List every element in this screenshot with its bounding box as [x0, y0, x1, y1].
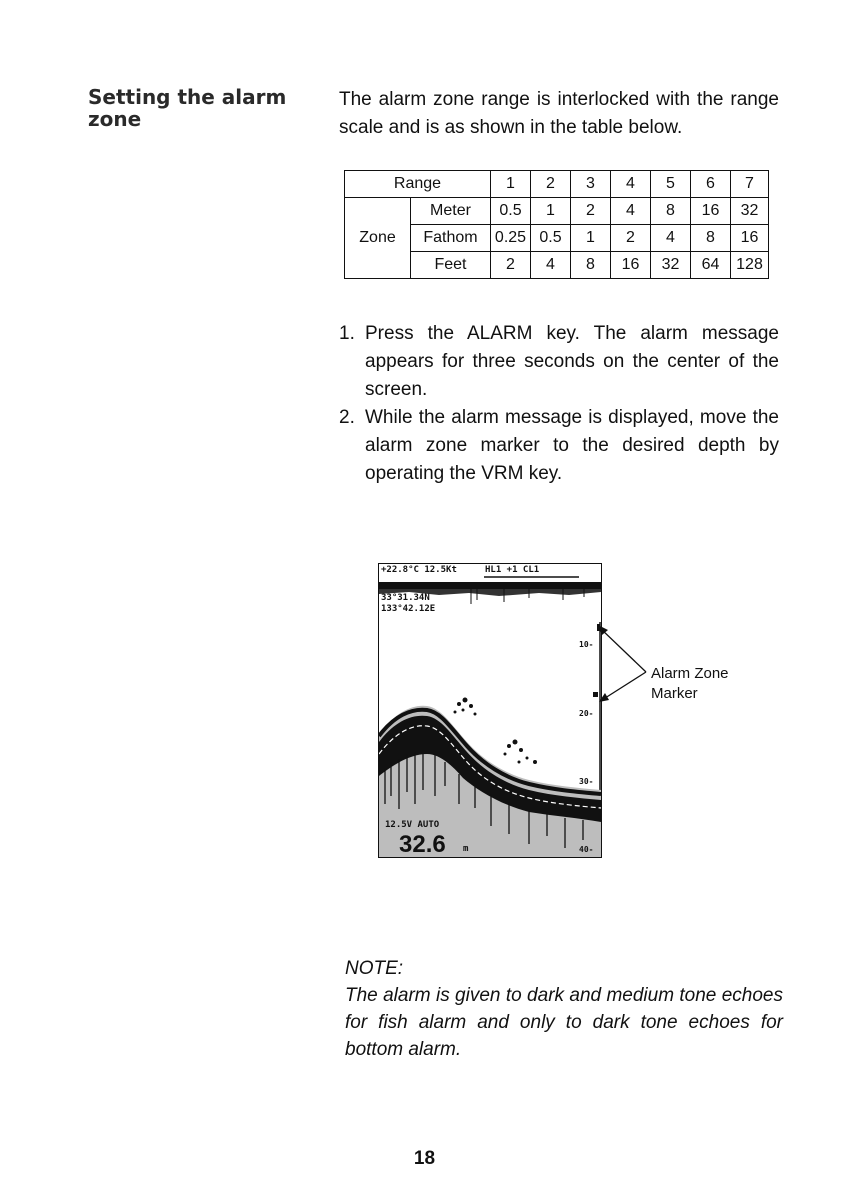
note-label: NOTE:: [345, 958, 404, 979]
step-text: While the alarm message is displayed, move the alarm zone marker to the desired depth by operating the VRM key.: [365, 407, 779, 484]
value-cell: 1: [531, 198, 571, 225]
callout-label: Alarm Zone: [651, 665, 729, 682]
page-number: 18: [413, 1148, 436, 1169]
alarm-zone-leader-lines: [596, 620, 652, 705]
range-cell: 2: [531, 171, 571, 198]
range-cell: 6: [691, 171, 731, 198]
value-cell: 16: [691, 198, 731, 225]
zone-header-cell: Zone: [345, 198, 411, 279]
note-text: The alarm is given to dark and medium tone echoes for fish alarm and only to dark tone echoes for bottom alarm.: [345, 985, 783, 1060]
section-title: Setting the alarm: [88, 85, 287, 109]
value-cell: 32: [731, 198, 769, 225]
value-cell: 0.5: [531, 225, 571, 252]
value-cell: 0.25: [491, 225, 531, 252]
value-cell: 4: [611, 198, 651, 225]
value-cell: 16: [731, 225, 769, 252]
unit-cell: Meter: [411, 198, 491, 225]
section-title-continued: zone: [88, 107, 142, 131]
longitude-readout: 133°42.12E: [381, 604, 436, 614]
value-cell: 8: [691, 225, 731, 252]
value-cell: 8: [651, 198, 691, 225]
latitude-readout: 33°31.34N: [381, 593, 430, 603]
depth-scale-label: 10-: [579, 640, 594, 649]
table-row: [345, 198, 769, 225]
range-cell: 4: [611, 171, 651, 198]
range-cell: 5: [651, 171, 691, 198]
range-header-cell: Range: [345, 171, 491, 198]
value-cell: 32: [651, 252, 691, 279]
value-cell: 2: [611, 225, 651, 252]
note-box: [345, 955, 783, 1063]
list-item: [339, 320, 779, 404]
range-cell: 3: [571, 171, 611, 198]
value-cell: 2: [491, 252, 531, 279]
range-cell: 1: [491, 171, 531, 198]
step-text: Press the ALARM key. The alarm message appears for three seconds on the center of the screen.: [365, 323, 779, 400]
value-cell: 64: [691, 252, 731, 279]
range-cell: 7: [731, 171, 769, 198]
value-cell: 16: [611, 252, 651, 279]
echo-sounder-screen: [378, 563, 602, 858]
value-cell: 4: [531, 252, 571, 279]
list-item: [339, 404, 779, 488]
unit-cell: Fathom: [411, 225, 491, 252]
value-cell: 128: [731, 252, 769, 279]
value-cell: 4: [651, 225, 691, 252]
depth-unit: m: [463, 844, 469, 854]
callout-label: Marker: [651, 685, 698, 702]
table-row: [345, 171, 769, 198]
value-cell: 0.5: [491, 198, 531, 225]
depth-scale-label: 30-: [579, 777, 594, 786]
temperature-speed-readout: +22.8°C 12.5Kt: [381, 565, 457, 575]
value-cell: 2: [571, 198, 611, 225]
procedure-steps: [339, 320, 779, 488]
mode-status-readout: HL1 +1 CL1: [485, 565, 540, 575]
alarm-zone-range-table: [344, 170, 769, 279]
supply-mode-readout: 12.5V AUTO: [385, 820, 440, 830]
value-cell: 8: [571, 252, 611, 279]
alarm-zone-marker-callout: [651, 664, 729, 704]
intro-paragraph: The alarm zone range is interlocked with the range scale and is as shown in the table below.: [339, 89, 779, 138]
depth-scale-label: 20-: [579, 709, 594, 718]
value-cell: 1: [571, 225, 611, 252]
depth-readout: 32.6: [399, 831, 446, 858]
step-number: 1.: [339, 323, 355, 344]
section-heading: [88, 86, 308, 130]
depth-scale-label: 40-: [579, 845, 594, 854]
unit-cell: Feet: [411, 252, 491, 279]
step-number: 2.: [339, 407, 355, 428]
